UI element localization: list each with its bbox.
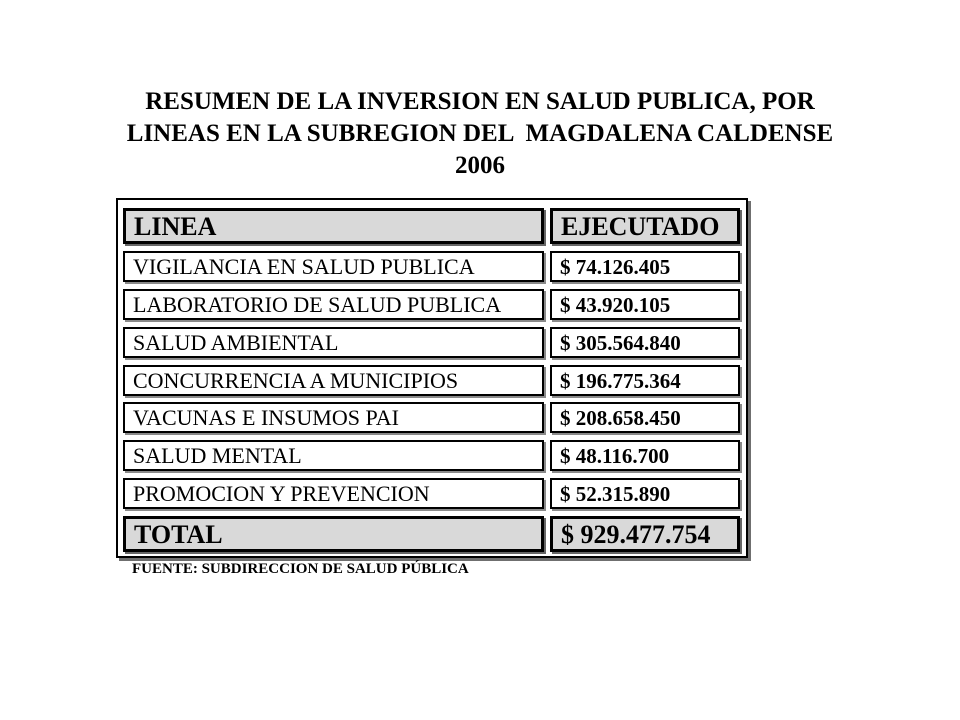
- row-ejecutado: $ 52.315.890: [550, 478, 740, 509]
- row-linea: SALUD AMBIENTAL: [123, 327, 544, 358]
- row-ejecutado: $ 74.126.405: [550, 251, 740, 282]
- row-ejecutado: $ 305.564.840: [550, 327, 740, 358]
- source-note: FUENTE: SUBDIRECCION DE SALUD PÚBLICA: [132, 561, 469, 577]
- title-line-1: RESUMEN DE LA INVERSION EN SALUD PUBLICA, POR: [145, 88, 815, 115]
- investment-table: [116, 198, 748, 558]
- row-linea: VACUNAS E INSUMOS PAI: [123, 402, 544, 433]
- total-label: TOTAL: [123, 516, 544, 552]
- row-linea: PROMOCION Y PREVENCION: [123, 478, 544, 509]
- title-line-2: LINEAS EN LA SUBREGION DEL MAGDALENA CALDENSE: [126, 120, 834, 147]
- row-ejecutado: $ 208.658.450: [550, 402, 740, 433]
- row-ejecutado: $ 196.775.364: [550, 365, 740, 396]
- header-linea: LINEA: [123, 208, 544, 244]
- row-ejecutado: $ 43.920.105: [550, 289, 740, 320]
- row-linea: LABORATORIO DE SALUD PUBLICA: [123, 289, 544, 320]
- row-linea: SALUD MENTAL: [123, 440, 544, 471]
- page-title: [0, 86, 960, 182]
- row-ejecutado: $ 48.116.700: [550, 440, 740, 471]
- header-ejecutado: EJECUTADO: [550, 208, 740, 244]
- title-line-3: 2006: [455, 152, 505, 179]
- total-value: $ 929.477.754: [550, 516, 740, 552]
- row-linea: VIGILANCIA EN SALUD PUBLICA: [123, 251, 544, 282]
- row-linea: CONCURRENCIA A MUNICIPIOS: [123, 365, 544, 396]
